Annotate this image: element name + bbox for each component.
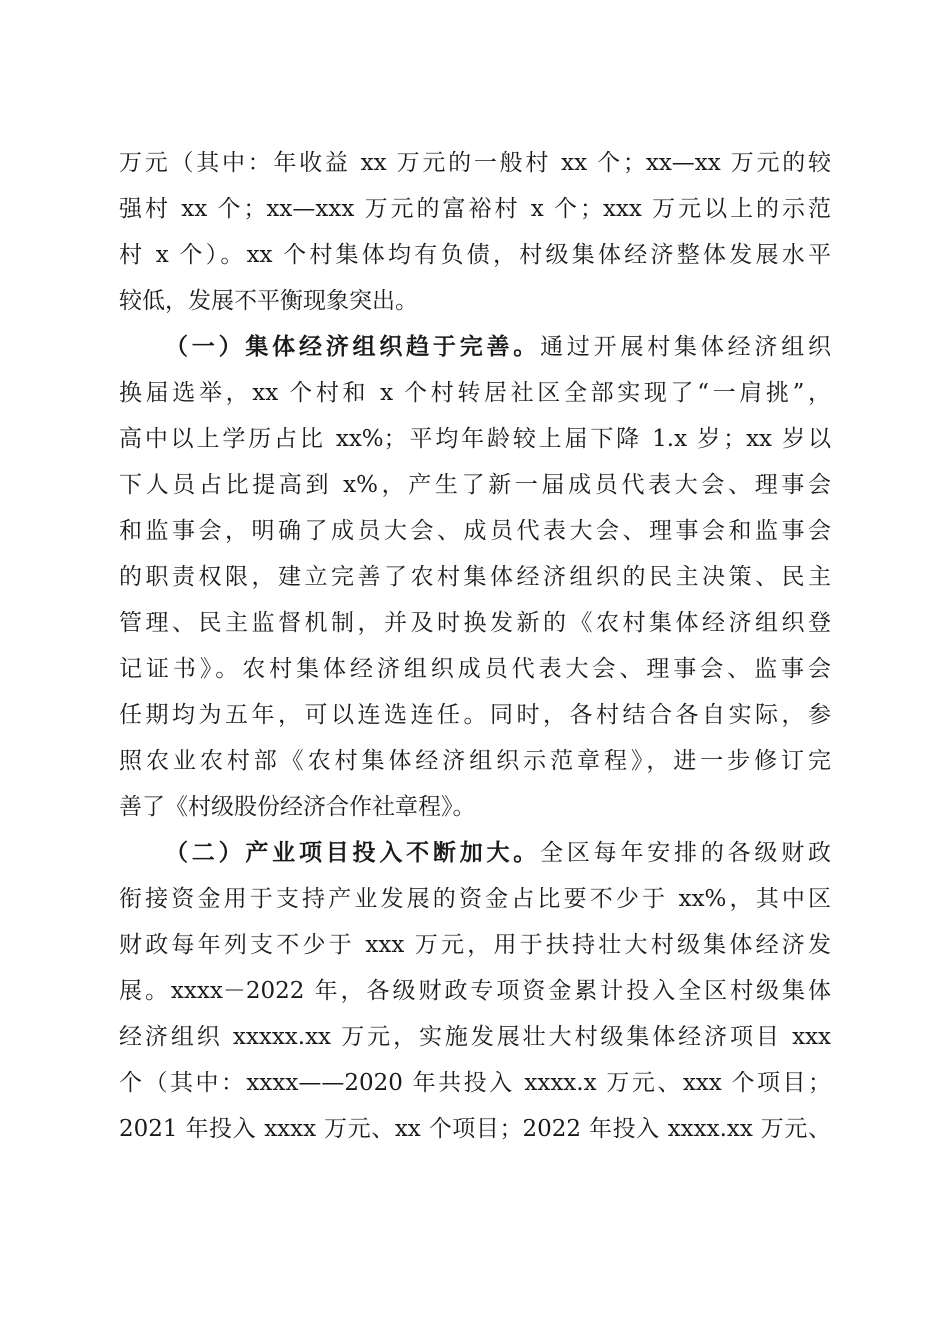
paragraph-line: 个（其中：xxxx——2020 年共投入 xxxx.x 万元、xxx 个项目； (119, 1070, 831, 1096)
paragraph-line: 管理、民主监督机制，并及时换发新的《农村集体经济组织登 (119, 610, 831, 636)
paragraph-line: 财政每年列支不少于 xxx 万元，用于扶持壮大村级集体经济发 (119, 932, 831, 958)
paragraph-line: 强村 xx 个；xx—xxx 万元的富裕村 x 个；xxx 万元以上的示范 (119, 196, 831, 222)
section-2-heading: （二）产业项目投入不断加大。 (165, 839, 541, 866)
section-1-first-line-text: 通过开展村集体经济组织 (540, 334, 831, 360)
paragraph-line: 任期均为五年，可以连选连任。同时，各村结合各自实际，参 (119, 702, 831, 728)
section-1-first-line (165, 327, 831, 367)
paragraph-line: 衔接资金用于支持产业发展的资金占比要不少于 xx%，其中区 (119, 886, 831, 912)
paragraph-line: 善了《村级股份经济合作社章程》。 (119, 794, 476, 820)
paragraph-line: 照农业农村部《农村集体经济组织示范章程》，进一步修订完 (119, 748, 831, 774)
paragraph-line: 高中以上学历占比 xx%；平均年龄较上届下降 1.x 岁；xx 岁以 (119, 426, 831, 452)
paragraph-line: 和监事会，明确了成员大会、成员代表大会、理事会和监事会 (119, 518, 831, 544)
section-2-first-line (165, 833, 831, 873)
paragraph-line: 换届选举，xx 个村和 x 个村转居社区全部实现了“一肩挑”， (119, 380, 831, 406)
paragraph-line: 的职责权限，建立完善了农村集体经济组织的民主决策、民主 (119, 564, 831, 590)
paragraph-line: 经济组织 xxxxx.xx 万元，实施发展壮大村级集体经济项目 xxx (119, 1024, 831, 1050)
section-1-heading: （一）集体经济组织趋于完善。 (165, 333, 541, 360)
paragraph-line: 展。xxxx－2022 年，各级财政专项资金累计投入全区村级集体 (119, 978, 831, 1004)
paragraph-line: 万元（其中：年收益 xx 万元的一般村 xx 个；xx—xx 万元的较 (119, 150, 831, 176)
paragraph-line: 记证书》。农村集体经济组织成员代表大会、理事会、监事会 (119, 656, 831, 682)
paragraph-line: 2021 年投入 xxxx 万元、xx 个项目；2022 年投入 xxxx.xx 万元、 (119, 1116, 831, 1142)
section-2-first-line-text: 全区每年安排的各级财政 (540, 840, 831, 866)
paragraph-line: 较低，发展不平衡现象突出。 (119, 288, 418, 314)
paragraph-line: 下人员占比提高到 x%，产生了新一届成员代表大会、理事会 (119, 472, 831, 498)
paragraph-line: 村 x 个）。xx 个村集体均有负债，村级集体经济整体发展水平 (119, 242, 831, 268)
